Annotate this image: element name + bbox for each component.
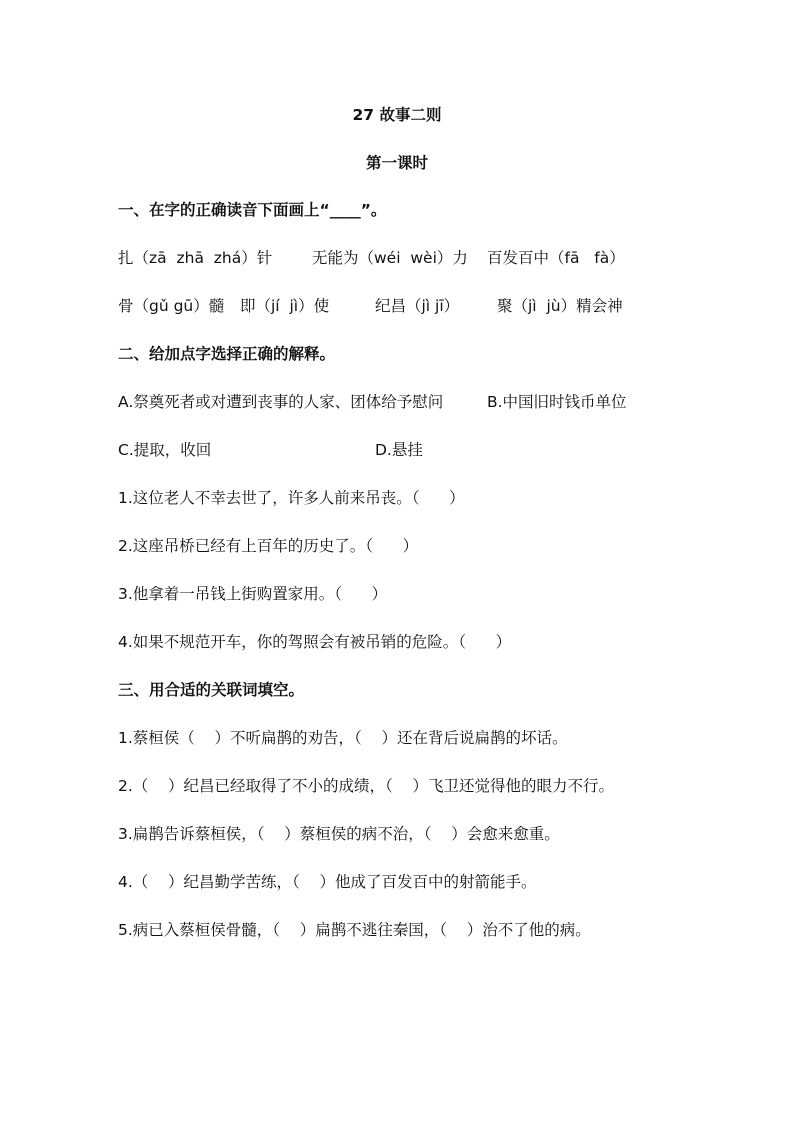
question-item: 4.（ ）纪昌勤学苦练，（ ）他成了百发百中的射箭能手。	[118, 873, 537, 891]
pinyin-item: 即（jí jì）使	[240, 297, 330, 315]
section2-heading: 二、给加点字选择正确的解释。	[118, 345, 336, 363]
option-a: A.祭奠死者或对遭到丧事的人家、团体给予慰问	[118, 393, 444, 411]
section1-heading: 一、在字的正确读音下面画上“____”。	[118, 201, 387, 219]
option-d: D.悬挂	[375, 441, 423, 459]
question-item: 1.蔡桓侯（ ）不听扁鹊的劝告，（ ）还在背后说扁鹊的坏话。	[118, 729, 568, 747]
page-subtitle: 第一课时	[365, 154, 428, 172]
option-b: B.中国旧时钱币单位	[487, 393, 627, 411]
question-item: 5.病已入蔡桓侯骨髓，（ ）扁鹊不逃往秦国，（ ）治不了他的病。	[118, 921, 591, 939]
pinyin-item: 纪昌（jì jī）	[375, 297, 460, 315]
question-item: 1.这位老人不幸去世了，许多人前来吊丧。（ ）	[118, 489, 465, 507]
pinyin-item: 无能为（wéi wèi）力	[312, 249, 468, 267]
question-item: 2.这座吊桥已经有上百年的历史了。（ ）	[118, 537, 419, 555]
option-c: C.提取，收回	[118, 441, 212, 459]
pinyin-item: 聚（jì jù）精会神	[497, 297, 623, 315]
question-item: 3.他拿着一吊钱上街购置家用。（ ）	[118, 585, 388, 603]
question-item: 4.如果不规范开车，你的驾照会有被吊销的危险。（ ）	[118, 633, 512, 651]
pinyin-item: 百发百中（fā fà）	[487, 249, 625, 267]
pinyin-item: 扎（zā zhā zhá）针	[118, 249, 273, 267]
pinyin-item: 骨（gǔ gū）髓	[118, 297, 225, 315]
question-item: 2.（ ）纪昌已经取得了不小的成绩，（ ）飞卫还觉得他的眼力不行。	[118, 777, 614, 795]
section3-heading: 三、用合适的关联词填空。	[118, 681, 305, 699]
page-title: 27 故事二则	[352, 106, 442, 124]
question-item: 3.扁鹊告诉蔡桓侯，（ ）蔡桓侯的病不治，（ ）会愈来愈重。	[118, 825, 560, 843]
